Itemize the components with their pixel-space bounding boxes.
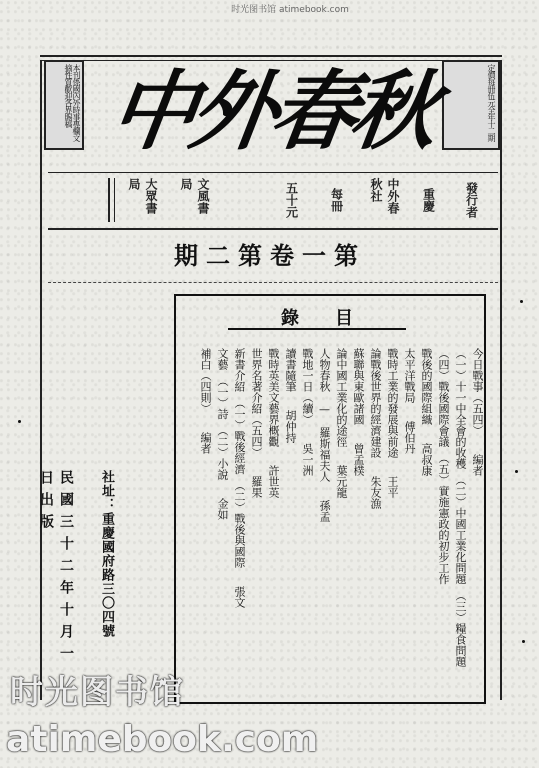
issue-bottom-rule xyxy=(48,282,498,283)
pub-cell-per-copy: 每冊 xyxy=(329,188,344,212)
toc-entry: 新書介紹 （一）戰後經濟 （二）戰後與國際張文 xyxy=(233,348,246,608)
pub-cell-price: 五十元 xyxy=(284,182,299,218)
toc-entry: 蘇聯與東歐諸國曾孟樸 xyxy=(352,348,365,476)
issue-label: 第一卷第二期 xyxy=(174,241,366,270)
toc-entry: 戰時英美文藝界概觀許世英 xyxy=(267,348,280,498)
page-speck xyxy=(520,300,523,303)
toc-entry: 論戰後世界的經濟建設朱友漁 xyxy=(369,348,382,509)
toc-entry: 戰地一日（續）吳一洲 xyxy=(301,348,314,476)
issue-top-rule xyxy=(48,228,498,230)
publication-info xyxy=(52,178,498,222)
toc-entry: 補白（四則）編者 xyxy=(199,348,212,454)
page-speck xyxy=(522,640,525,643)
pub-cell-bookstore-2: 大眾書局 xyxy=(127,178,158,214)
right-border xyxy=(500,60,502,700)
pub-divider xyxy=(108,178,115,222)
side-notice-left: 本刊係國內外時事專欄文摘性質歡迎各界賜稿 xyxy=(44,60,84,150)
publication-date: 民國三十二年十月一日出版 xyxy=(38,470,74,668)
toc-entry: 讀書隨筆胡仲持 xyxy=(284,348,297,443)
pub-cell-city: 重慶 xyxy=(421,188,436,212)
toc-entry: 太平洋戰局傅伯丹 xyxy=(403,348,416,454)
publisher-address: 社址：重慶國府路三〇四號 xyxy=(99,470,114,638)
page-speck xyxy=(515,470,518,473)
pub-cell-publisher-name: 中外春秋社 xyxy=(369,178,400,214)
masthead-title: 中外春秋 xyxy=(103,61,439,162)
top-watermark-note: 时光图书馆 atimebook.com xyxy=(231,5,349,15)
toc-title: 目錄 xyxy=(228,308,406,330)
pub-cell-bookstore-1: 文風書局 xyxy=(179,178,210,214)
side-notice-right: 定價每冊伍元全年十二期 xyxy=(442,60,500,150)
watermark-url: atimebook.com xyxy=(6,719,319,760)
toc-entry: 世界名著介紹（五四）羅果 xyxy=(250,348,263,498)
toc-entry: 論中國工業化的途徑葉元龍 xyxy=(335,348,348,498)
toc-entry: 戰後的國際組織高叔康 xyxy=(420,348,433,476)
toc-list xyxy=(186,348,486,688)
toc-entry: 人物春秋 — 羅斯福夫人孫孟 xyxy=(318,348,331,522)
toc-entry: （四）戰後國際會議 （五）實施憲政的初步工作 xyxy=(437,348,450,585)
left-border xyxy=(40,60,42,700)
toc-entry: （一）十一中全會的收穫 （二）中國工業化問題 （三）糧食問題 xyxy=(454,348,467,667)
pub-cell-publisher: 發行者 xyxy=(464,182,479,218)
page-speck xyxy=(18,420,21,423)
toc-entry: 今日戰事（五四）編者 xyxy=(471,348,484,476)
toc-entry: 戰時工業的發展與前途王平 xyxy=(386,348,399,498)
masthead-divider xyxy=(48,172,498,173)
watermark-chinese: 时光图书馆 xyxy=(10,672,185,711)
toc-entry: 文藝 （一）詩 （二）小說金如 xyxy=(216,348,229,520)
